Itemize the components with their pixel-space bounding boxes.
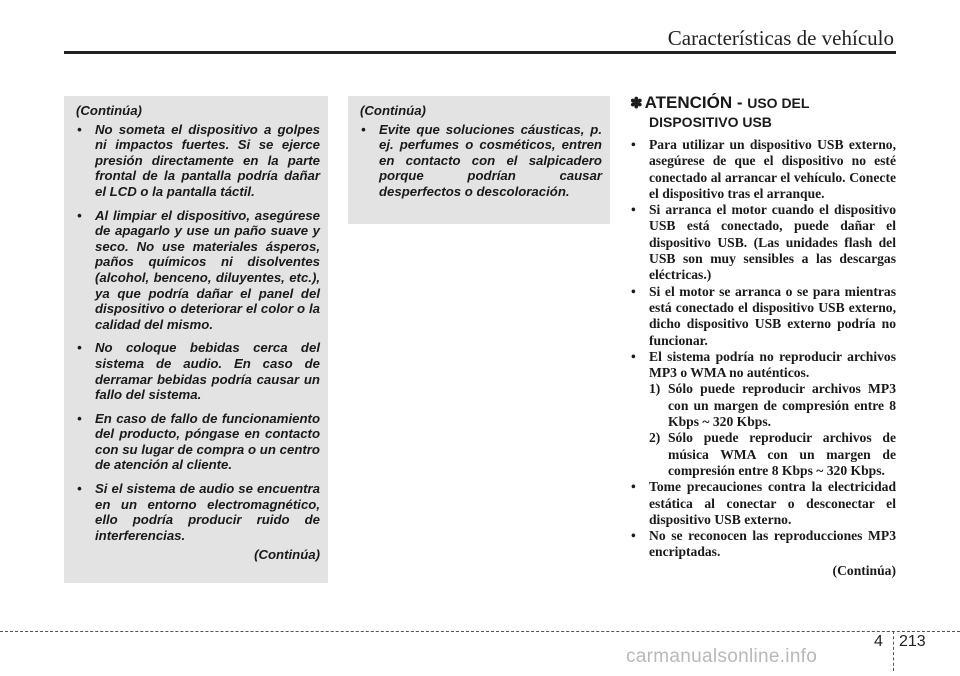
subitem-text: Sólo puede reproducir archivos MP3 con un margen de compresión entre 8 Kbps ~ 320 Kbps. xyxy=(668,381,896,430)
attention-item: • Si el motor se arranca o se para mientras está conectado el dispositivo USB externo, dicho dispositivo USB externo podría no funcionar. xyxy=(630,284,896,349)
attention-item: • Tome precauciones contra la electricidad estática al conectar o desconectar el dispositivo USB externo. xyxy=(630,479,896,528)
caution-item: • Si el sistema de audio se encuentra en un entorno electromagnético, ello podría producir ruido de interferencias. xyxy=(72,481,320,543)
attention-item: • Para utilizar un dispositivo USB externo, asegúrese de que el dispositivo no esté conectado al arrancar el vehículo. Conecte el dispositivo tras el arranque. xyxy=(630,137,896,202)
caution-item: • No coloque bebidas cerca del sistema de audio. En caso de derramar bebidas podría causar un fallo del sistema. xyxy=(72,340,320,402)
caution-list xyxy=(356,122,602,200)
chapter-number: 4 xyxy=(874,633,883,650)
attention-title-sub-2: DISPOSITIVO USB xyxy=(649,114,772,130)
caution-box-middle xyxy=(348,96,610,224)
continued-label: (Continúa) xyxy=(832,562,896,578)
continued-label-top: (Continúa) xyxy=(76,103,142,118)
subitem-text: Sólo puede reproducir archivos de música WMA con un margen de compresión entre 8 Kbps ~ 320 Kbps. xyxy=(668,430,896,478)
attention-title-main: ATENCIÓN - xyxy=(644,93,743,112)
attention-item: • Si arranca el motor cuando el dispositivo USB está conectado, puede dañar el dispositivo USB. (Las unidades flash del USB son muy sensibles a las descargas eléctricas.) xyxy=(630,202,896,283)
attention-item xyxy=(630,349,896,479)
attention-title xyxy=(630,94,896,131)
attention-subitem xyxy=(649,381,896,430)
attention-section xyxy=(630,94,896,579)
footer-divider xyxy=(0,631,960,632)
caution-item: • En caso de fallo de funcionamiento del producto, póngase en contacto con su lugar de compra o un centro de atención al cliente. xyxy=(72,411,320,473)
page-number: 213 xyxy=(899,633,926,650)
caution-list xyxy=(72,122,320,544)
continued-label-top: (Continúa) xyxy=(360,103,426,118)
subitem-number: 1) xyxy=(649,381,661,397)
attention-title-sub: USO DEL xyxy=(747,95,810,111)
continued-label-bottom: (Continúa) xyxy=(254,547,320,563)
watermark: carmanualsonline.info xyxy=(626,646,818,667)
attention-item: • No se reconocen las reproducciones MP3 encriptadas. xyxy=(630,528,896,561)
caution-item: • Evite que soluciones cáusticas, p. ej. perfumes o cosméticos, entren en contacto con el salpicadero porque podrían causar desperfectos o descoloración. xyxy=(356,122,602,200)
caution-item: • Al limpiar el dispositivo, asegúrese de apagarlo y use un paño suave y seco. No use materiales ásperos, paños químicos ni disolventes (alcohol, benceno, diluyentes, etc.), ya que podría dañar el panel del dispositivo o deteriorar el color o la calidad del mismo. xyxy=(72,208,320,333)
attention-subitem xyxy=(649,430,896,479)
caution-box-left xyxy=(64,96,328,583)
attention-list xyxy=(630,137,896,561)
page-header-title: Características de vehículo xyxy=(667,26,894,50)
header-divider xyxy=(64,51,896,54)
attention-item-text: El sistema podría no reproducir archivos MP3 o WMA no auténticos. xyxy=(649,348,896,381)
footer-vertical-divider xyxy=(893,631,894,671)
subitem-number: 2) xyxy=(649,430,661,446)
attention-sublist xyxy=(649,381,896,479)
caution-item: • No someta el dispositivo a golpes ni impactos fuertes. Si se ejerce presión directamente en la parte frontal de la pantalla podría dañar el LCD o la pantalla táctil. xyxy=(72,122,320,200)
asterisk-icon: ✽ xyxy=(630,95,643,112)
